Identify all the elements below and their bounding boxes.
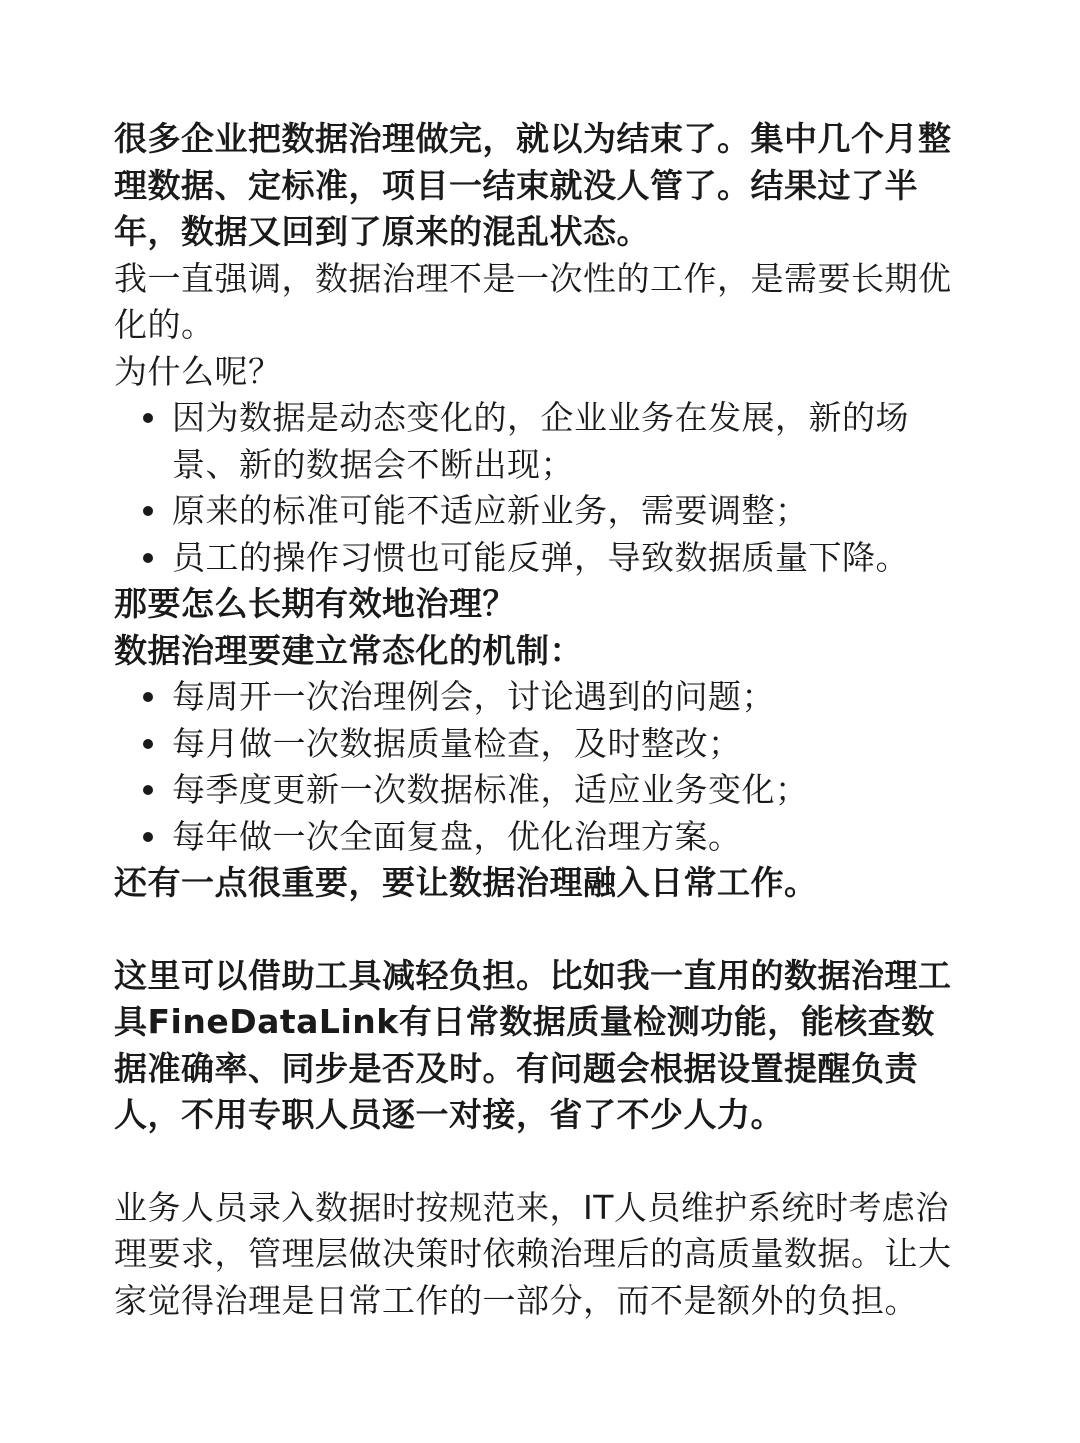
spacer — [114, 1139, 966, 1185]
list-item: 每季度更新一次数据标准，适应业务变化； — [172, 767, 966, 814]
section2-question: 那要怎么长期有效地治理？ — [114, 584, 516, 623]
list-item: 每月做一次数据质量检查，及时整改； — [172, 721, 966, 768]
list-item: 因为数据是动态变化的，企业业务在发展，新的场景、新的数据会不断出现； — [172, 395, 966, 488]
list-item: 每年做一次全面复盘，优化治理方案。 — [172, 814, 966, 861]
intro-question: 为什么呢？ — [114, 351, 282, 391]
intro-bold-paragraph: 很多企业把数据治理做完，就以为结束了。集中几个月整理数据、定标准，项目一结束就没人管了。结果过了半年，数据又回到了原来的混乱状态。 — [114, 119, 952, 251]
list-item: 员工的操作习惯也可能反弹，导致数据质量下降。 — [172, 535, 966, 582]
mechanisms-list — [114, 674, 966, 860]
list-item: 原来的标准可能不适应新业务，需要调整； — [172, 488, 966, 535]
spacer — [114, 907, 966, 953]
section2-lead: 数据治理要建立常态化的机制： — [114, 630, 583, 670]
article-body — [114, 116, 966, 1324]
closing-paragraph: 业务人员录入数据时按规范来，IT人员维护系统时考虑治理要求，管理层做决策时依赖治理后的高质量数据。让大家觉得治理是日常工作的一部分，而不是额外的负担。 — [114, 1187, 952, 1320]
tool-paragraph: 这里可以借助工具减轻负担。比如我一直用的数据治理工具FineDataLink有日常数据质量检测功能，能核查数据准确率、同步是否及时。有问题会根据设置提醒负责人，不用专职人员逐一对接，省了不少人力。 — [114, 955, 952, 1134]
important-note: 还有一点很重要，要让数据治理融入日常工作。 — [114, 863, 818, 902]
reasons-list — [114, 395, 966, 581]
list-item: 每周开一次治理例会，讨论遇到的问题； — [172, 674, 966, 721]
intro-statement: 我一直强调，数据治理不是一次性的工作，是需要长期优化的。 — [114, 258, 952, 344]
